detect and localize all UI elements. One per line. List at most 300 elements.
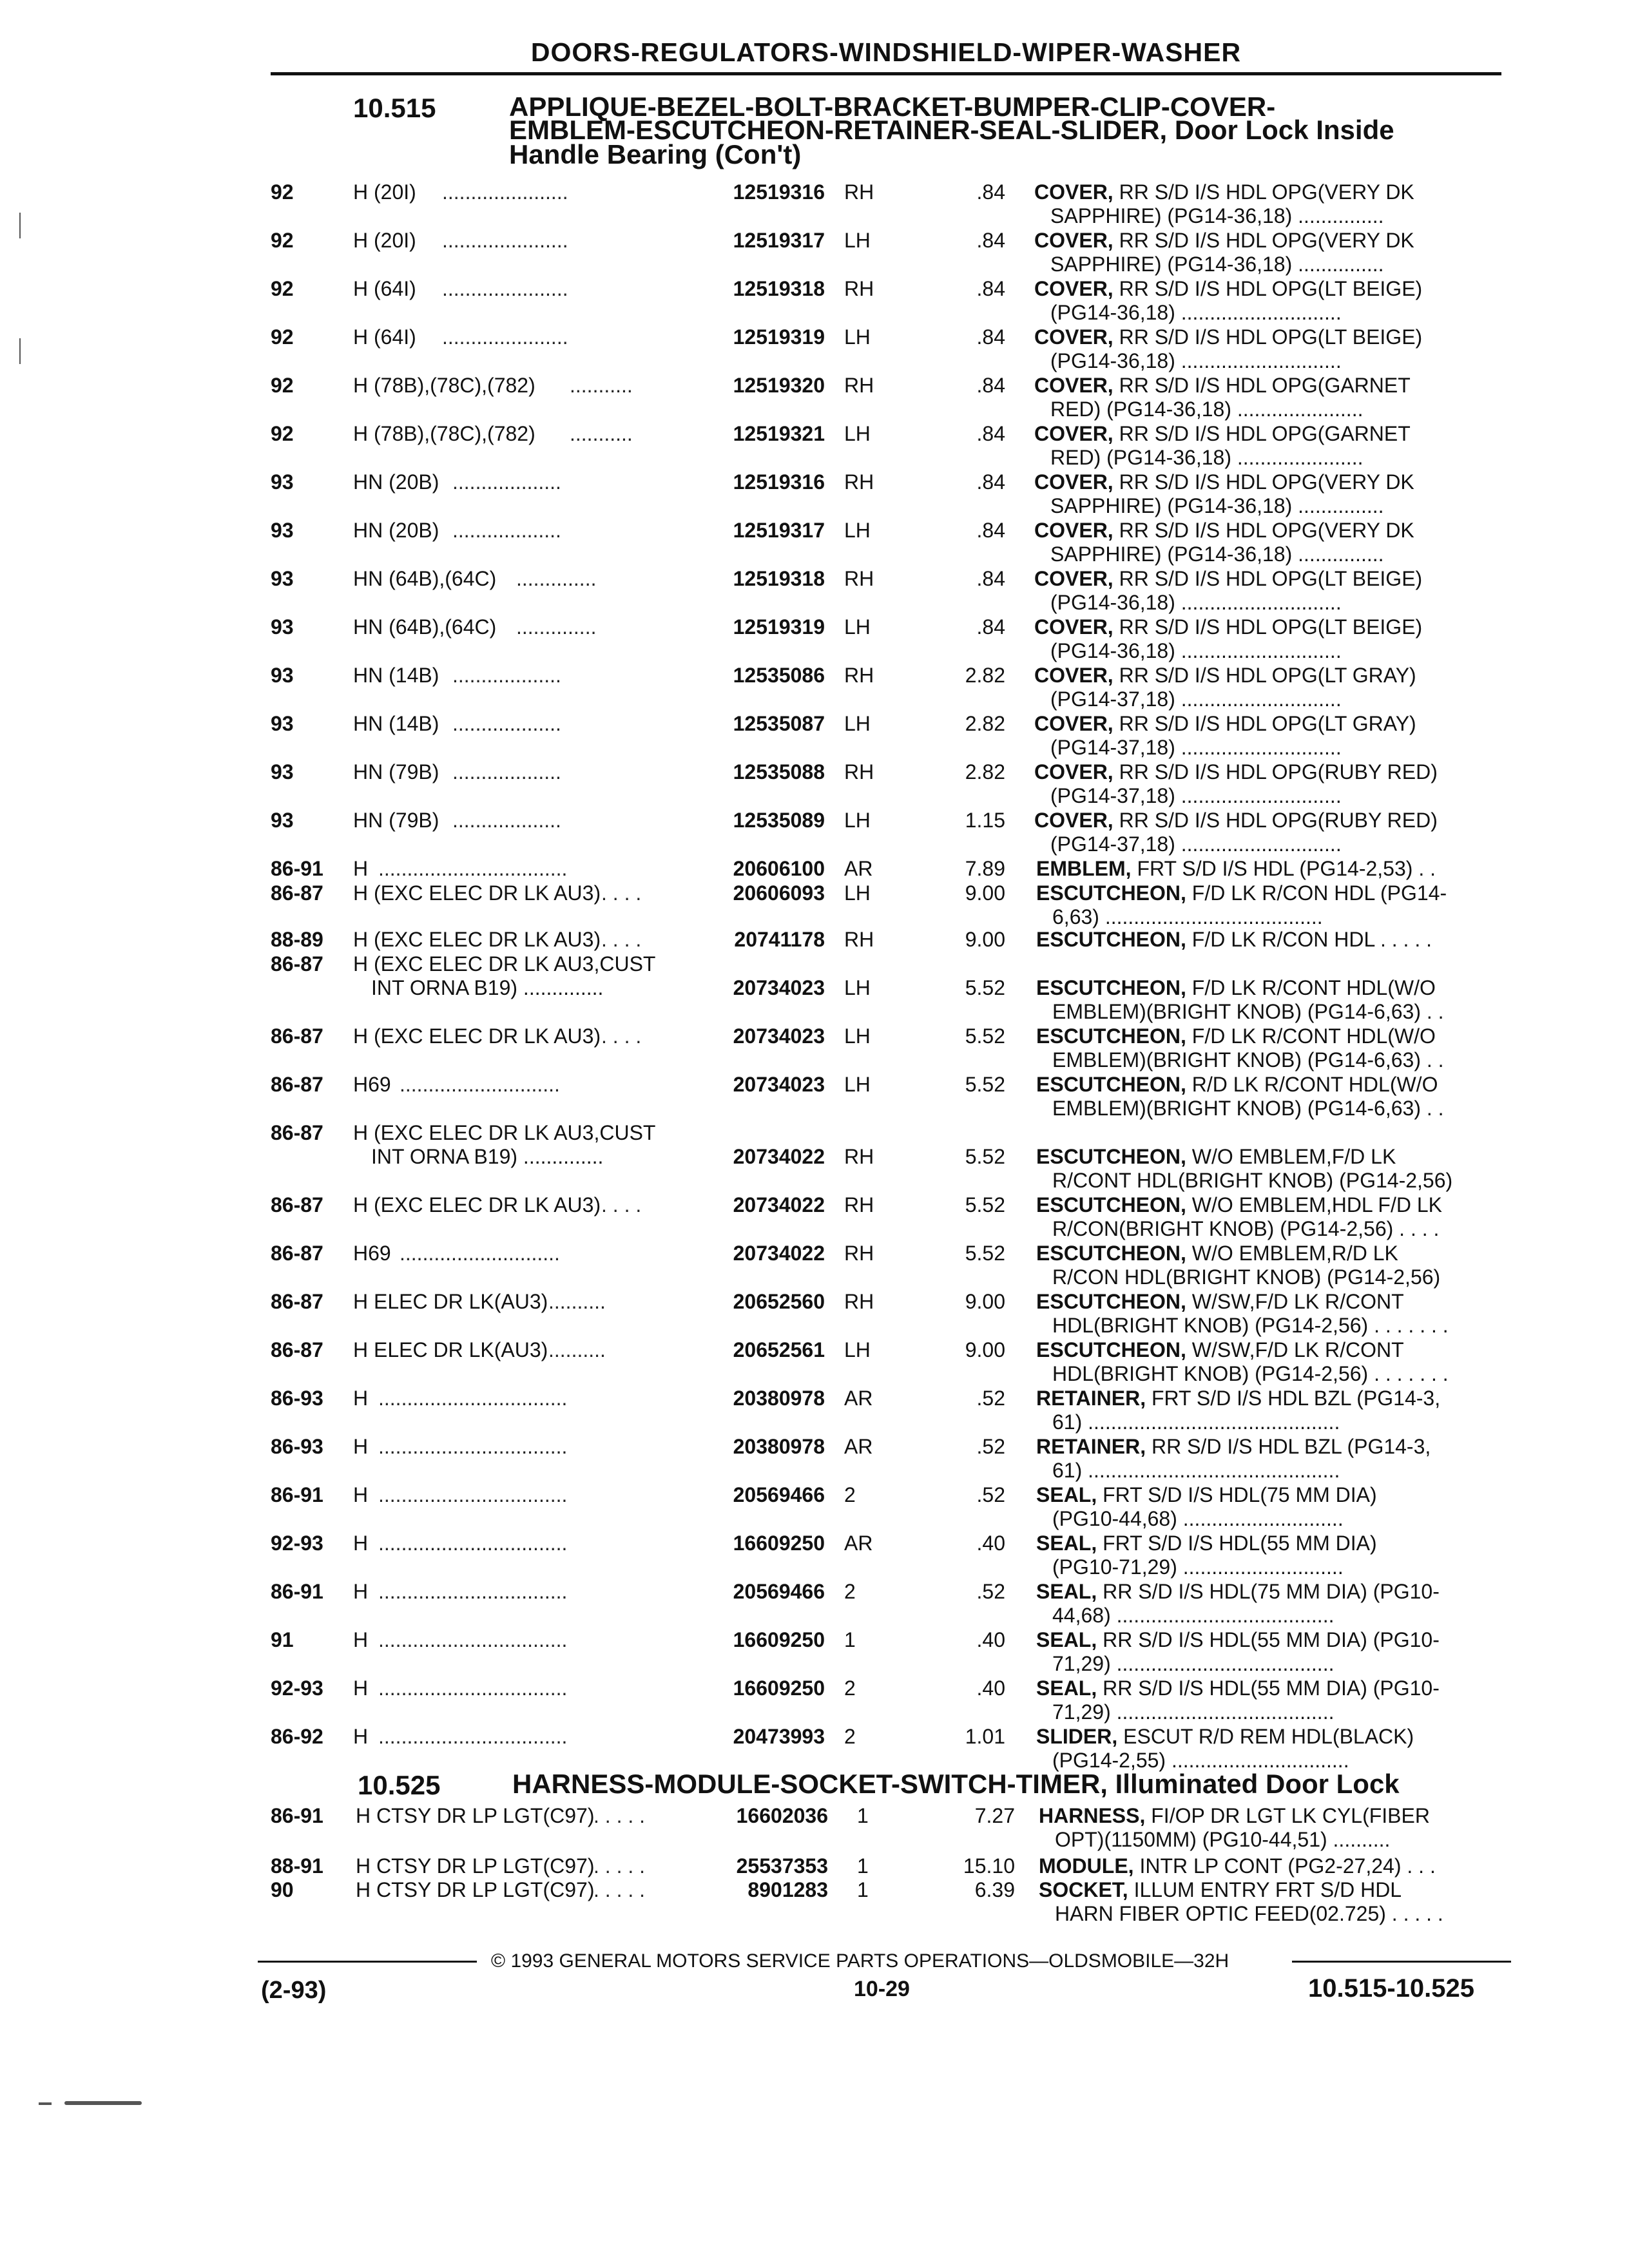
list-item [0, 1804, 1629, 1850]
description-keyword: ESCUTCHEON, [1036, 881, 1186, 905]
leader-dots: ................... [452, 760, 561, 783]
model-year: 86-87 [271, 1193, 323, 1216]
list-item [0, 1242, 1629, 1288]
quantity: AR [844, 1435, 873, 1458]
leader-dots: .......... [548, 1290, 606, 1313]
part-number: 12519317 [733, 519, 825, 542]
section2-number: 10.525 [358, 1770, 441, 1800]
application: HN (64B),(64C) [353, 567, 497, 590]
quantity: LH [844, 615, 871, 639]
application: HN (79B) [353, 760, 439, 783]
model-year: 92 [271, 180, 294, 204]
description-text: RR S/D I/S HDL(55 MM DIA) (PG10- [1097, 1628, 1440, 1651]
description-text: RR S/D I/S HDL OPG(LT GRAY) [1113, 664, 1416, 687]
model-year: 90 [271, 1878, 294, 1901]
description-keyword: SEAL, [1036, 1483, 1097, 1506]
price: .52 [976, 1387, 1005, 1410]
application: H (EXC ELEC DR LK AU3,CUST [353, 1121, 656, 1144]
leader-dots: ...................... [442, 180, 568, 204]
description-text: W/O EMBLEM,HDL F/D LK [1186, 1193, 1442, 1216]
leader-dots: ................................. [378, 1725, 568, 1748]
part-number: 20734023 [733, 1073, 825, 1096]
description [1034, 180, 1414, 204]
description-keyword: COVER, [1034, 470, 1113, 494]
description-cont: (PG10-71,29) ............................ [1052, 1555, 1344, 1579]
model-year: 86-87 [271, 1024, 323, 1048]
part-number: 12519318 [733, 277, 825, 300]
model-year: 93 [271, 760, 294, 783]
price: 9.00 [965, 1290, 1005, 1313]
description [1036, 1628, 1440, 1652]
application: H CTSY DR LP LGT(C97) [356, 1854, 595, 1878]
description-text: RR S/D I/S HDL OPG(VERY DK [1113, 229, 1414, 252]
description-cont: SAPPHIRE) (PG14-36,18) ............... [1050, 253, 1384, 276]
model-year: 88-91 [271, 1854, 323, 1878]
description-keyword: SOCKET, [1039, 1878, 1128, 1901]
list-item [0, 1387, 1629, 1433]
description-text: W/O EMBLEM,R/D LK [1186, 1242, 1398, 1265]
description [1036, 857, 1436, 881]
leader-dots: ................... [452, 470, 561, 494]
header-rule [271, 72, 1501, 75]
description-cont: HARN FIBER OPTIC FEED(02.725) . . . . . [1055, 1902, 1443, 1925]
copyright-line: © 1993 GENERAL MOTORS SERVICE PARTS OPERATIONS—OLDSMOBILE—32H [491, 1950, 1229, 1972]
list-item [0, 881, 1629, 928]
model-year: 86-91 [271, 1804, 323, 1827]
description-text: FRT S/D I/S HDL(55 MM DIA) [1097, 1532, 1377, 1555]
description-text: FRT S/D I/S HDL BZL (PG14-3, [1146, 1387, 1441, 1410]
description-cont: (PG14-2,55) ............................... [1052, 1749, 1349, 1772]
quantity: AR [844, 1532, 873, 1555]
list-item [0, 1677, 1629, 1723]
description-keyword: COVER, [1034, 809, 1113, 832]
list-item [0, 1193, 1629, 1240]
scan-mark [19, 338, 21, 364]
price: .52 [976, 1435, 1005, 1458]
description-cont: 44,68) ...................................... [1052, 1604, 1335, 1627]
description-text: RR S/D I/S HDL OPG(VERY DK [1113, 180, 1414, 204]
description [1034, 277, 1422, 301]
quantity: RH [844, 1290, 874, 1313]
quantity: 2 [844, 1677, 856, 1700]
part-number: 12519316 [733, 180, 825, 204]
leader-dots: ...................... [442, 325, 568, 349]
description [1036, 1677, 1440, 1700]
description-keyword: COVER, [1034, 664, 1113, 687]
leader-dots: ................................. [378, 1483, 568, 1506]
price: .52 [976, 1483, 1005, 1506]
application: HN (20B) [353, 519, 439, 542]
description-keyword: SEAL, [1036, 1677, 1097, 1700]
list-item [0, 180, 1629, 227]
description [1036, 1290, 1404, 1314]
part-number: 20652561 [733, 1338, 825, 1361]
quantity: RH [844, 928, 874, 951]
price: 5.52 [965, 1073, 1005, 1096]
price: .84 [976, 277, 1005, 300]
description-keyword: SEAL, [1036, 1532, 1097, 1555]
application: H [353, 1725, 369, 1748]
description [1036, 881, 1447, 905]
description-keyword: COVER, [1034, 277, 1113, 300]
model-year: 86-87 [271, 1073, 323, 1096]
list-item [0, 1725, 1629, 1771]
description-keyword: ESCUTCHEON, [1036, 1193, 1186, 1216]
description-text: R/D LK R/CONT HDL(W/O [1186, 1073, 1438, 1096]
model-year: 91 [271, 1628, 294, 1651]
description-text: W/SW,F/D LK R/CONT [1186, 1338, 1404, 1361]
description-cont: 6,63) ...................................... [1052, 905, 1323, 928]
price: 6.39 [974, 1878, 1015, 1901]
quantity: AR [844, 857, 873, 880]
revision-date: (2-93) [261, 1977, 327, 2004]
price: .84 [976, 229, 1005, 252]
description-keyword: COVER, [1034, 567, 1113, 590]
leader-dots: .............. [516, 567, 597, 590]
scan-mark [19, 213, 21, 238]
price: .52 [976, 1580, 1005, 1603]
description-keyword: SLIDER, [1036, 1725, 1118, 1748]
part-number: 12519317 [733, 229, 825, 252]
list-item [0, 470, 1629, 517]
part-number: 20652560 [733, 1290, 825, 1313]
description-keyword: COVER, [1034, 519, 1113, 542]
leader-dots: . . . . . [593, 1878, 646, 1901]
description-cont: HDL(BRIGHT KNOB) (PG14-2,56) . . . . . . . [1052, 1362, 1449, 1385]
quantity: LH [844, 881, 871, 905]
description-keyword: ESCUTCHEON, [1036, 1024, 1186, 1048]
application: H (78B),(78C),(782) [353, 422, 535, 445]
quantity: RH [844, 760, 874, 783]
description-text: FRT S/D I/S HDL(75 MM DIA) [1097, 1483, 1377, 1506]
description-cont: R/CON(BRIGHT KNOB) (PG14-2,56) . . . . [1052, 1217, 1440, 1240]
description-cont: R/CON HDL(BRIGHT KNOB) (PG14-2,56) [1052, 1265, 1441, 1289]
part-number: 20380978 [733, 1387, 825, 1410]
part-number: 25537353 [736, 1854, 828, 1878]
part-number: 12535087 [733, 712, 825, 735]
application: H (64I) [353, 277, 416, 300]
application: HN (14B) [353, 664, 439, 687]
description-text: RR S/D I/S HDL OPG(LT GRAY) [1113, 712, 1416, 735]
leader-dots: . . . . [601, 881, 642, 905]
description-cont: 71,29) ...................................... [1052, 1652, 1335, 1675]
description-cont: (PG14-37,18) ............................ [1050, 687, 1342, 711]
quantity: RH [844, 1242, 874, 1265]
quantity: RH [844, 1145, 874, 1168]
list-item [0, 1878, 1629, 1925]
list-item [0, 712, 1629, 758]
quantity: RH [844, 277, 874, 300]
description [1036, 1073, 1438, 1097]
price: 7.89 [965, 857, 1005, 880]
description-text: RR S/D I/S HDL OPG(RUBY RED) [1113, 760, 1438, 783]
model-year: 93 [271, 809, 294, 832]
description-keyword: ESCUTCHEON, [1036, 976, 1186, 999]
description [1034, 615, 1422, 639]
description-keyword: EMBLEM, [1036, 857, 1132, 880]
section-title-line3: Handle Bearing (Con't) [509, 139, 802, 169]
price: .40 [976, 1532, 1005, 1555]
price: .40 [976, 1677, 1005, 1700]
description-text: INTR LP CONT (PG2-27,24) . . . [1133, 1854, 1436, 1878]
part-number: 20734022 [733, 1242, 825, 1265]
leader-dots: ...................... [442, 277, 568, 300]
quantity: RH [844, 180, 874, 204]
price: .84 [976, 567, 1005, 590]
part-number: 12519319 [733, 615, 825, 639]
model-year: 92-93 [271, 1532, 323, 1555]
price: 2.82 [965, 664, 1005, 687]
price: 5.52 [965, 1193, 1005, 1216]
quantity: RH [844, 567, 874, 590]
scan-mark [64, 2101, 142, 2105]
quantity: LH [844, 229, 871, 252]
price: 2.82 [965, 760, 1005, 783]
quantity: LH [844, 712, 871, 735]
description-keyword: HARNESS, [1039, 1804, 1146, 1827]
leader-dots: ................................. [378, 1532, 568, 1555]
quantity: RH [844, 1193, 874, 1216]
description [1034, 760, 1438, 784]
leader-dots: ........... [570, 374, 633, 397]
description [1036, 1580, 1440, 1604]
leader-dots: ................... [452, 664, 561, 687]
description [1036, 976, 1436, 1000]
model-year: 93 [271, 664, 294, 687]
application: H (EXC ELEC DR LK AU3) [353, 881, 601, 905]
description-text: F/D LK R/CONT HDL(W/O [1186, 1024, 1436, 1048]
quantity: RH [844, 470, 874, 494]
quantity: LH [844, 1338, 871, 1361]
description-cont: 61) ............................................ [1052, 1410, 1340, 1434]
model-year: 86-91 [271, 1580, 323, 1603]
description-text: F/D LK R/CONT HDL(W/O [1186, 976, 1436, 999]
description-cont: (PG14-36,18) ............................ [1050, 349, 1342, 372]
leader-dots: ................................. [378, 857, 568, 880]
description-cont: HDL(BRIGHT KNOB) (PG14-2,56) . . . . . . . [1052, 1314, 1449, 1337]
description-text: W/O EMBLEM,F/D LK [1186, 1145, 1396, 1168]
leader-dots: . . . . [601, 1024, 642, 1048]
list-item [0, 422, 1629, 468]
application: H (20I) [353, 229, 416, 252]
model-year: 93 [271, 615, 294, 639]
description [1034, 809, 1438, 832]
leader-dots: ................... [452, 809, 561, 832]
section-range: 10.515-10.525 [1308, 1974, 1475, 2003]
quantity: 1 [844, 1628, 856, 1651]
description [1034, 519, 1414, 543]
model-year: 92 [271, 229, 294, 252]
description-keyword: COVER, [1034, 760, 1113, 783]
description [1039, 1878, 1402, 1902]
list-item [0, 809, 1629, 855]
description-cont: SAPPHIRE) (PG14-36,18) ............... [1050, 494, 1384, 517]
description-cont: (PG10-44,68) ............................ [1052, 1507, 1344, 1530]
description-cont: EMBLEM)(BRIGHT KNOB) (PG14-6,63) . . [1052, 1000, 1444, 1023]
model-year: 93 [271, 519, 294, 542]
description-text: ILLUM ENTRY FRT S/D HDL [1128, 1878, 1402, 1901]
application: H (EXC ELEC DR LK AU3) [353, 928, 601, 951]
description-cont: 61) ............................................ [1052, 1459, 1340, 1482]
footer-rule-right [1292, 1961, 1511, 1963]
part-number: 20473993 [733, 1725, 825, 1748]
description [1036, 1024, 1436, 1048]
description [1034, 374, 1411, 398]
description-keyword: RETAINER, [1036, 1435, 1146, 1458]
description-keyword: ESCUTCHEON, [1036, 1242, 1186, 1265]
price: .84 [976, 374, 1005, 397]
quantity: LH [844, 1073, 871, 1096]
application: H ELEC DR LK(AU3) [353, 1290, 548, 1313]
part-number: 20734023 [733, 1024, 825, 1048]
leader-dots: ........... [570, 422, 633, 445]
price: .84 [976, 519, 1005, 542]
description-text: RR S/D I/S HDL OPG(LT BEIGE) [1113, 325, 1423, 349]
leader-dots: ............................ [400, 1073, 560, 1096]
list-item [0, 1628, 1629, 1675]
description-cont: (PG14-36,18) ............................ [1050, 639, 1342, 662]
list-item [0, 952, 1629, 1023]
description [1034, 567, 1422, 591]
model-year: 86-93 [271, 1435, 323, 1458]
part-number: 20734023 [733, 976, 825, 999]
description-text: RR S/D I/S HDL OPG(RUBY RED) [1113, 809, 1438, 832]
description-text: FRT S/D I/S HDL (PG14-2,53) . . [1131, 857, 1436, 880]
list-item [0, 519, 1629, 565]
description-keyword: COVER, [1034, 374, 1113, 397]
price: 1.15 [965, 809, 1005, 832]
model-year: 92 [271, 277, 294, 300]
price: 5.52 [965, 1024, 1005, 1048]
leader-dots: ................................. [378, 1435, 568, 1458]
leader-dots: . . . . . [593, 1854, 646, 1878]
quantity: LH [844, 809, 871, 832]
quantity: LH [844, 325, 871, 349]
leader-dots: . . . . [601, 928, 642, 951]
model-year: 93 [271, 567, 294, 590]
list-item [0, 615, 1629, 662]
model-year: 88-89 [271, 928, 323, 951]
description-keyword: RETAINER, [1036, 1387, 1146, 1410]
part-number: 16609250 [733, 1628, 825, 1651]
application: H [353, 1435, 369, 1458]
application: H (78B),(78C),(782) [353, 374, 535, 397]
description-text: RR S/D I/S HDL OPG(VERY DK [1113, 470, 1414, 494]
price: 9.00 [965, 881, 1005, 905]
description-cont: OPT)(1150MM) (PG10-44,51) .......... [1055, 1828, 1391, 1851]
model-year: 86-92 [271, 1725, 323, 1748]
description-text: W/SW,F/D LK R/CONT [1186, 1290, 1404, 1313]
quantity: 2 [844, 1483, 856, 1506]
leader-dots: .......... [548, 1338, 606, 1361]
description-text: F/D LK R/CON HDL . . . . . [1186, 928, 1432, 951]
quantity: LH [844, 1024, 871, 1048]
description [1036, 1145, 1396, 1169]
part-number: 12535088 [733, 760, 825, 783]
page-number: 10-29 [854, 1977, 910, 2001]
application: H (EXC ELEC DR LK AU3) [353, 1024, 601, 1048]
description-cont: RED) (PG14-36,18) ...................... [1050, 398, 1364, 421]
description-keyword: COVER, [1034, 615, 1113, 639]
application: H [353, 1532, 369, 1555]
description-keyword: SEAL, [1036, 1628, 1097, 1651]
price: .84 [976, 325, 1005, 349]
leader-dots: ................... [452, 519, 561, 542]
list-item [0, 1290, 1629, 1336]
description-cont: 71,29) ...................................... [1052, 1700, 1335, 1724]
list-item [0, 277, 1629, 323]
model-year: 93 [271, 712, 294, 735]
application: HN (20B) [353, 470, 439, 494]
section2-title: HARNESS-MODULE-SOCKET-SWITCH-TIMER, Illuminated Door Lock [512, 1769, 1400, 1799]
application: HN (64B),(64C) [353, 615, 497, 639]
list-item [0, 1435, 1629, 1481]
application: HN (14B) [353, 712, 439, 735]
price: .84 [976, 470, 1005, 494]
footer-rule-left [258, 1961, 477, 1963]
description [1036, 1532, 1377, 1555]
list-item [0, 1580, 1629, 1626]
description-cont: (PG14-37,18) ............................ [1050, 832, 1342, 856]
description [1036, 1242, 1398, 1265]
price: 2.82 [965, 712, 1005, 735]
list-item [0, 760, 1629, 807]
model-year: 92-93 [271, 1677, 323, 1700]
model-year: 93 [271, 470, 294, 494]
list-item [0, 567, 1629, 613]
description [1034, 470, 1414, 494]
part-number: 20569466 [733, 1483, 825, 1506]
quantity: 1 [857, 1878, 869, 1901]
description-cont: (PG14-37,18) ............................ [1050, 784, 1342, 807]
leader-dots: . . . . . [593, 1804, 646, 1827]
leader-dots: ................................. [378, 1677, 568, 1700]
description-keyword: COVER, [1034, 712, 1113, 735]
quantity: RH [844, 374, 874, 397]
section-title-line2: EMBLEM-ESCUTCHEON-RETAINER-SEAL-SLIDER, Door Lock Inside [509, 115, 1394, 145]
model-year: 86-93 [271, 1387, 323, 1410]
list-item [0, 1121, 1629, 1192]
description-text: RR S/D I/S HDL OPG(LT BEIGE) [1113, 567, 1423, 590]
quantity: LH [844, 519, 871, 542]
application: H [353, 857, 369, 880]
description [1036, 1387, 1440, 1410]
model-year: 86-91 [271, 857, 323, 880]
part-number: 12519320 [733, 374, 825, 397]
model-year: 86-87 [271, 1121, 323, 1144]
quantity: 1 [857, 1854, 869, 1878]
description [1034, 664, 1416, 687]
list-item [0, 1532, 1629, 1578]
description [1034, 712, 1416, 736]
quantity: LH [844, 976, 871, 999]
price: 5.52 [965, 1242, 1005, 1265]
part-number: 20734022 [733, 1193, 825, 1216]
description-keyword: COVER, [1034, 229, 1113, 252]
list-item [0, 374, 1629, 420]
list-item [0, 664, 1629, 710]
description [1034, 325, 1422, 349]
application-cont: INT ORNA B19) .............. [371, 1145, 604, 1168]
price: .84 [976, 180, 1005, 204]
description-text: F/D LK R/CON HDL (PG14- [1186, 881, 1447, 905]
description-cont: (PG14-36,18) ............................ [1050, 301, 1342, 324]
price: 15.10 [963, 1854, 1015, 1878]
description-text: RR S/D I/S HDL BZL (PG14-3, [1146, 1435, 1431, 1458]
description-cont: (PG14-36,18) ............................ [1050, 591, 1342, 614]
description-cont: SAPPHIRE) (PG14-36,18) ............... [1050, 204, 1384, 227]
application-cont: INT ORNA B19) .............. [371, 976, 604, 999]
